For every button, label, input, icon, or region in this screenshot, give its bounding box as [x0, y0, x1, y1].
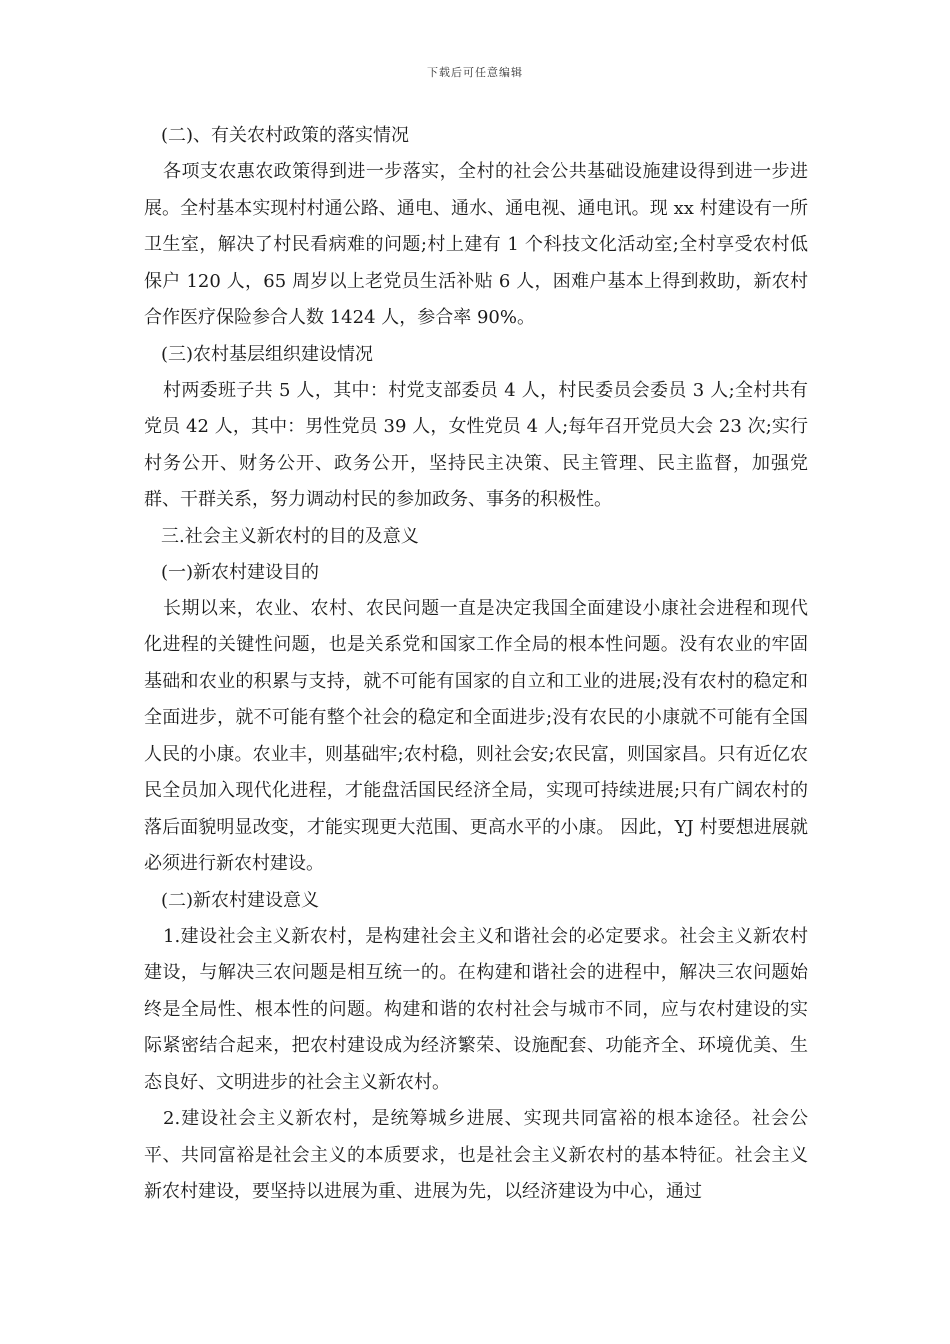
paragraph-meaning-1: 1.建设社会主义新农村，是构建社会主义和谐社会的必定要求。社会主义新农村建设，与解决三农问题是相互统一的。在构建和谐社会的进程中，解决三农问题始终是全局性、根本性的问题。构建和谐的农村社会与城市不同，应与农村建设的实际紧密结合起来，把农村建设成为经济繁荣、设施配套、功能齐全、环境优美、生态良好、文明进步的社会主义新农村。: [144, 925, 808, 1093]
section-heading-policy: (二)、有关农村政策的落实情况: [161, 125, 410, 146]
paragraph-purpose: 长期以来，农业、农村、农民问题一直是决定我国全面建设小康社会进程和现代化进程的关键性问题，也是关系党和国家工作全局的根本性问题。没有农业的牢固基础和农业的积累与支持，就不可能有国家的自立和工业的进展;没有农村的稳定和全面进步，就不可能有整个社会的稳定和全面进步;没有农民的小康就不可能有全国人民的小康。农业丰，则基础牢;农村稳，则社会安;农民富，则国家昌。只有近亿农民全员加入现代化进程，才能盘活国民经济全局，实现可持续进展;只有广阔农村的落后面貌明显改变，才能实现更大范围、更高水平的小康。 因此，YJ 村要想进展就必须进行新农村建设。: [144, 597, 808, 874]
page-header: 下载后可任意编辑: [427, 66, 523, 79]
section-heading-meaning: (二)新农村建设意义: [161, 889, 320, 911]
section-heading-organization: (三)农村基层组织建设情况: [161, 343, 374, 365]
document-body: [144, 118, 808, 1211]
section-heading-purpose: (一)新农村建设目的: [161, 561, 320, 583]
paragraph-organization: 村两委班子共 5 人，其中：村党支部委员 4 人，村民委员会委员 3 人;全村共有党员 42 人，其中：男性党员 39 人，女性党员 4 人;每年召开党员大会 23 次;实行村务公开、财务公开、政务公开，坚持民主决策、民主管理、民主监督，加强党群、干群关系，努力调动村民的参加政务、事务的积极性。: [144, 379, 808, 510]
section-heading-purpose-meaning: 三.社会主义新农村的目的及意义: [161, 525, 419, 547]
paragraph-meaning-2: 2.建设社会主义新农村，是统筹城乡进展、实现共同富裕的根本途径。社会公平、共同富裕是社会主义的本质要求，也是社会主义新农村的基本特征。社会主义新农村建设，要坚持以进展为重、进展为先，以经济建设为中心，通过: [144, 1108, 808, 1202]
paragraph-policy: 各项支农惠农政策得到进一步落实，全村的社会公共基础设施建设得到进一步进展。全村基本实现村村通公路、通电、通水、通电视、通电讯。现 xx 村建设有一所卫生室，解决了村民看病难的问题;村上建有 1 个科技文化活动室;全村享受农村低保户 120 人，65 周岁以上老党员生活补贴 6 人，困难户基本上得到救助，新农村合作医疗保险参合人数 1424 人，参合率 90%。: [144, 161, 808, 328]
